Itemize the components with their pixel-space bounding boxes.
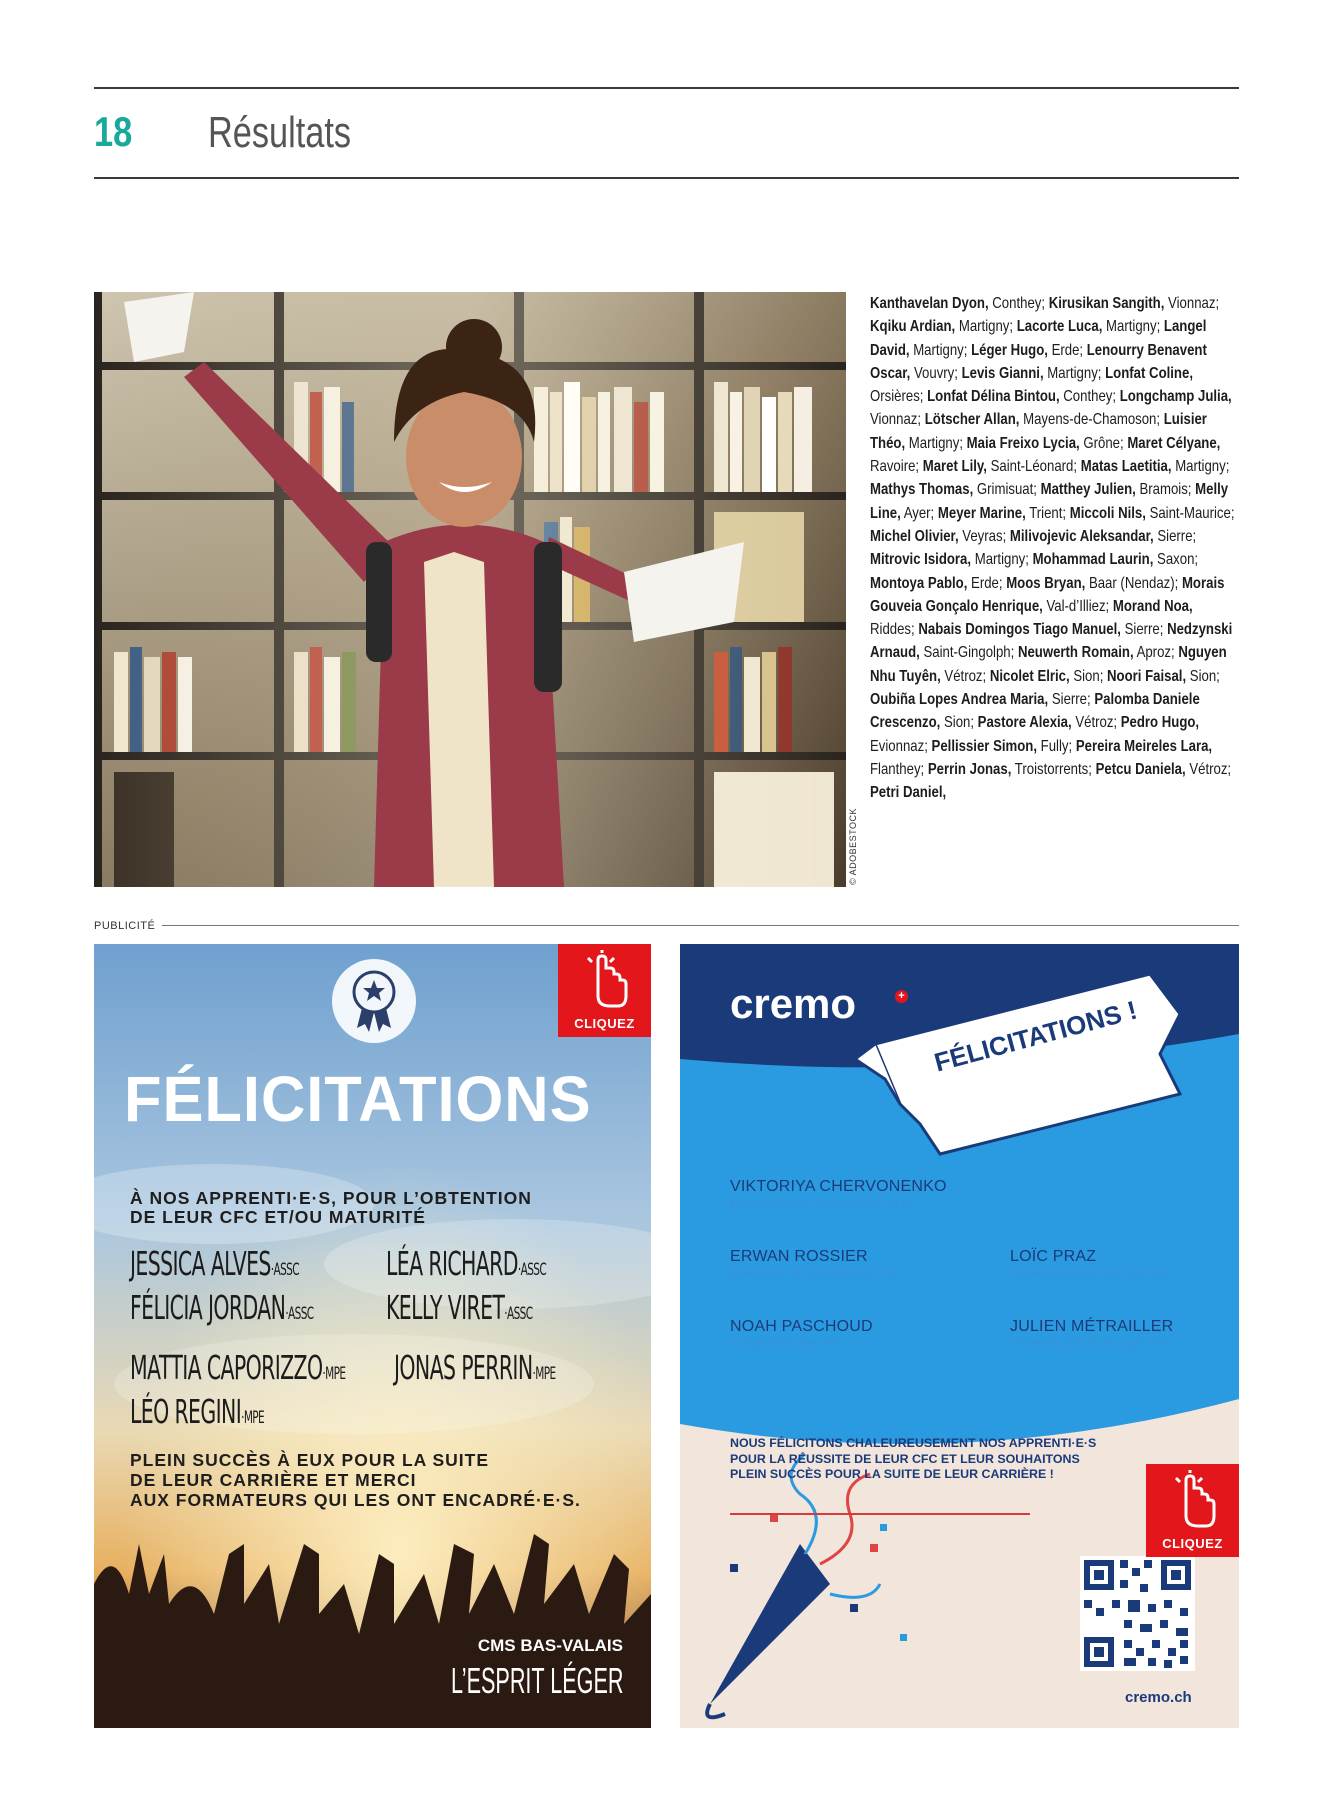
result-name: Pedro Hugo,	[1120, 714, 1200, 732]
cremo-advertisement[interactable]	[680, 944, 1239, 1728]
result-place: Ayer;	[903, 504, 935, 522]
result-place: Grône;	[1083, 434, 1124, 452]
results-paragraph	[870, 292, 1238, 805]
result-place: Vouvry;	[913, 364, 958, 382]
result-name: Pellissier Simon,	[931, 737, 1038, 755]
result-place: Fully;	[1040, 737, 1073, 755]
result-place: Sierre;	[1124, 621, 1164, 639]
result-name: Morais Gouveia Gonçalo Henrique,	[870, 574, 1225, 615]
organization-slogan: L’ESPRIT LÉGER	[450, 1660, 623, 1701]
result-place: Conthey;	[992, 295, 1046, 312]
cms-advertisement[interactable]	[94, 944, 651, 1728]
message-line: NOUS FÉLICITONS CHALEUREUSEMENT NOS APPRENTI·E·S	[730, 1436, 1097, 1450]
result-name: Michel Olivier,	[870, 527, 959, 545]
result-name: Maret Lily,	[922, 458, 987, 476]
result-name: Nabais Domingos Tiago Manuel,	[918, 621, 1121, 639]
result-place: Martigny;	[908, 434, 964, 452]
result-name: Petri Daniel,	[870, 784, 947, 802]
tap-hand-icon	[1168, 1470, 1218, 1530]
result-place: Trient;	[1029, 504, 1067, 522]
result-name: Pastore Alexia,	[977, 714, 1072, 732]
result-place: Vétroz;	[1075, 714, 1118, 732]
apprentice-name	[130, 1348, 345, 1387]
result-place: Saint-Gingolph;	[923, 644, 1015, 662]
cliquez-label: CLIQUEZ	[574, 1016, 635, 1031]
ad-title: FÉLICITATIONS	[124, 1063, 592, 1135]
apprentice-name	[130, 1288, 314, 1327]
result-name: Meyer Marine,	[937, 504, 1026, 522]
result-name: Morand Noa,	[1112, 597, 1193, 615]
apprentice-tag: ·ASSC	[270, 1260, 299, 1280]
outro-line: DE LEUR CARRIÈRE ET MERCI	[130, 1470, 417, 1490]
advertising-rule	[162, 925, 1239, 926]
cliquez-label: CLIQUEZ	[1162, 1536, 1223, 1551]
result-place: Ravoire;	[870, 458, 920, 476]
section-title: Résultats	[208, 108, 352, 157]
employee-role: EMPLOYÉE DE COMMERCE CFC	[730, 1198, 911, 1210]
page-number: 18	[94, 108, 133, 155]
result-place: Mayens-de-Chamoson;	[1023, 411, 1161, 429]
result-name: Langel David,	[870, 318, 1207, 359]
qr-code-icon	[1080, 1556, 1195, 1671]
result-name: Lötscher Allan,	[924, 411, 1020, 429]
ad-intro	[130, 1189, 532, 1227]
apprentice-name-text: KELLY VIRET	[386, 1288, 505, 1327]
divider-line	[730, 1513, 1030, 1515]
apprentice-name-text: FÉLICIA JORDAN	[130, 1288, 286, 1327]
result-name: Matas Laetitia,	[1080, 458, 1172, 476]
result-place: Martigny;	[913, 341, 968, 359]
employee-role: TECHNOLOGUE DU LAIT CFC	[1010, 1338, 1173, 1350]
swiss-cross-icon: +	[895, 990, 908, 1003]
result-place: Flanthey;	[870, 760, 925, 778]
result-place: Vionnaz;	[870, 411, 922, 429]
apprentice-tag: ·ASSC	[504, 1304, 533, 1324]
apprentice-name-text: LÉO REGINI	[130, 1392, 242, 1431]
result-place: Martigny;	[974, 551, 1029, 569]
intro-line: DE LEUR CFC ET/OU MATURITÉ	[130, 1207, 426, 1227]
result-place: Martigny;	[1175, 458, 1230, 476]
result-name: Noori Faisal,	[1107, 667, 1187, 685]
result-place: Vionnaz;	[1168, 295, 1220, 312]
graduate-photo	[94, 292, 846, 887]
apprentice-tag: ·MPE	[241, 1408, 265, 1428]
apprentice-name-text: JESSICA ALVES	[130, 1244, 271, 1283]
result-place: Troistorrents;	[1014, 760, 1092, 778]
apprentice-tag: ·MPE	[532, 1364, 556, 1384]
result-place: Bramois;	[1139, 481, 1192, 499]
organization-name: CMS BAS-VALAIS	[477, 1636, 623, 1655]
results-list	[870, 292, 1238, 805]
employee-role: TECHNOLOGUE DU LAIT CFC	[1010, 1268, 1173, 1280]
result-place: Martigny;	[1106, 318, 1161, 336]
award-badge-icon	[329, 956, 419, 1046]
result-name: Miccoli Nils,	[1069, 504, 1146, 522]
result-name: Nguyen Nhu Tuyên,	[870, 644, 1227, 685]
result-name: Neuwerth Romain,	[1017, 644, 1134, 662]
employee-role: EMPLOYÉ DE COMMERCE CFC	[730, 1268, 903, 1280]
result-name: Oubiña Lopes Andrea Maria,	[870, 691, 1049, 709]
employee-role: AUTOMATICIEN CFC	[730, 1338, 843, 1350]
apprentice-name-text: LÉA RICHARD	[386, 1244, 518, 1283]
result-name: Mitrovic Isidora,	[870, 551, 972, 569]
outro-line: AUX FORMATEURS QUI LES ONT ENCADRÉ·E·S.	[130, 1490, 581, 1510]
apprentice-name	[130, 1392, 264, 1431]
cremo-logo: cremo	[730, 980, 857, 1027]
result-name: Kanthavelan Dyon,	[870, 295, 989, 312]
result-name: Lonfat Coline,	[1105, 364, 1193, 382]
result-place: Sierre;	[1051, 691, 1091, 709]
felicitations-banner: FÉLICITATIONS !	[930, 994, 1141, 1078]
result-name: Longchamp Julia,	[1119, 388, 1232, 406]
result-name: Kirusikan Sangith,	[1048, 295, 1165, 312]
result-name: Levis Gianni,	[961, 364, 1044, 382]
result-place: Martigny;	[1047, 364, 1102, 382]
message-line: PLEIN SUCCÈS POUR LA SUITE DE LEUR CARRIÈRE !	[730, 1467, 1054, 1481]
result-place: Sierre;	[1157, 527, 1197, 545]
result-place: Saxon;	[1157, 551, 1199, 569]
message-line: POUR LA RÉUSSITE DE LEUR CFC ET LEUR SOUHAITONS	[730, 1451, 1080, 1466]
employee-name: LOÏC PRAZ	[1010, 1248, 1097, 1265]
result-name: Matthey Julien,	[1040, 481, 1136, 499]
result-place: Erde;	[1051, 341, 1084, 359]
apprentice-tag: ·MPE	[322, 1364, 346, 1384]
photo-credit: © ADOBESTOCK	[848, 808, 858, 885]
apprentice-tag: ·ASSC	[517, 1260, 547, 1280]
apprentice-name	[386, 1244, 546, 1283]
result-place: Saint-Maurice;	[1149, 504, 1235, 522]
advertising-label: PUBLICITÉ	[94, 920, 156, 932]
apprentice-name-text: JONAS PERRIN	[394, 1348, 533, 1387]
result-place: Sion;	[1073, 667, 1104, 685]
apprentice-name	[394, 1348, 556, 1387]
result-place: Vétroz;	[1189, 760, 1232, 778]
result-place: Orsières;	[870, 388, 924, 406]
result-place: Conthey;	[1063, 388, 1117, 406]
cremo-message	[730, 1436, 1160, 1483]
result-name: Lacorte Luca,	[1016, 318, 1103, 336]
apprentice-name	[386, 1288, 532, 1327]
result-name: Nicolet Elric,	[989, 667, 1070, 685]
result-place: Sion;	[943, 714, 975, 732]
result-name: Nedzynski Arnaud,	[870, 621, 1233, 662]
result-name: Maia Freixo Lycia,	[966, 434, 1080, 452]
employee-name: VIKTORIYA CHERVONENKO	[730, 1178, 947, 1195]
header-bottom-rule	[94, 177, 1239, 179]
result-name: Léger Hugo,	[971, 341, 1048, 359]
apprentice-name-text: MATTIA CAPORIZZO	[130, 1348, 323, 1387]
result-place: Aproz;	[1136, 644, 1175, 662]
result-place: Martigny;	[958, 318, 1014, 336]
result-name: Kqiku Ardian,	[870, 318, 956, 336]
result-name: Moos Bryan,	[1006, 574, 1086, 592]
apprentice-name	[130, 1244, 299, 1283]
cliquez-button[interactable]	[558, 944, 651, 1037]
result-name: Lonfat Délina Bintou,	[927, 388, 1060, 406]
result-place: Evionnaz;	[870, 737, 928, 755]
result-name: Palomba Daniele Crescenzo,	[870, 691, 1200, 732]
ad-outro	[130, 1450, 581, 1510]
result-name: Perrin Jonas,	[927, 760, 1012, 778]
result-place: Veyras;	[962, 527, 1007, 545]
cliquez-button[interactable]	[1146, 1464, 1239, 1557]
photo-illustration	[94, 292, 846, 887]
result-name: Montoya Pablo,	[870, 574, 968, 592]
result-place: Sion;	[1189, 667, 1220, 685]
tap-hand-icon	[580, 950, 630, 1010]
employee-name: JULIEN MÉTRAILLER	[1010, 1318, 1174, 1335]
employee-name: ERWAN ROSSIER	[730, 1248, 868, 1265]
result-name: Mohammad Laurin,	[1032, 551, 1154, 569]
result-name: Lenourry Benavent Oscar,	[870, 341, 1207, 382]
employee-name: NOAH PASCHOUD	[730, 1318, 873, 1335]
result-name: Luisier Théo,	[870, 411, 1207, 452]
outro-line: PLEIN SUCCÈS À EUX POUR LA SUITE	[130, 1450, 490, 1470]
result-name: Melly Line,	[870, 481, 1229, 522]
result-place: Grimisuat;	[976, 481, 1037, 499]
result-name: Pereira Meireles Lara,	[1075, 737, 1213, 755]
result-name: Petcu Daniela,	[1095, 760, 1186, 778]
result-place: Vétroz;	[944, 667, 987, 685]
result-place: Riddes;	[870, 621, 915, 639]
result-place: Val-d’Illiez;	[1046, 597, 1110, 615]
apprentice-tag: ·ASSC	[285, 1304, 314, 1324]
result-name: Mathys Thomas,	[870, 481, 974, 499]
result-place: Erde;	[971, 574, 1003, 592]
header-top-rule	[94, 87, 1239, 89]
result-place: Baar (Nendaz);	[1088, 574, 1179, 592]
website-link[interactable]: cremo.ch	[1125, 1689, 1192, 1706]
result-name: Milivojevic Aleksandar,	[1009, 527, 1154, 545]
result-place: Saint-Léonard;	[990, 458, 1078, 476]
intro-line: À NOS APPRENTI·E·S, POUR L’OBTENTION	[130, 1188, 532, 1208]
result-name: Maret Célyane,	[1127, 434, 1221, 452]
